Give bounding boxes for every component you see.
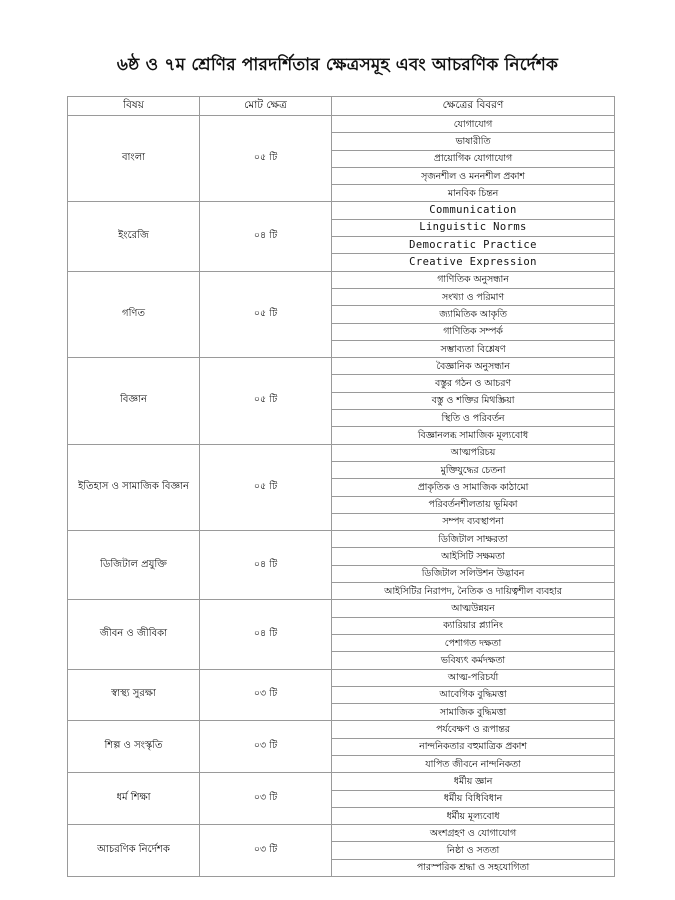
area-description: ভবিষ্যৎ কর্মদক্ষতা [332, 652, 615, 669]
area-description: আত্মউন্নয়ন [332, 600, 615, 617]
table-row [68, 600, 615, 617]
area-description: আত্মপরিচয় [332, 444, 615, 461]
area-description: বস্তুর গঠন ও আচরণ [332, 375, 615, 392]
area-description: যোগাযোগ [332, 116, 615, 133]
area-description: Communication [332, 202, 615, 219]
subject-area-count: ০৫ টি [200, 358, 332, 444]
area-description: আইসিটি সক্ষমতা [332, 548, 615, 565]
table-row [68, 531, 615, 548]
area-description: বিজ্ঞানলব্ধ সামাজিক মূল্যবোধ [332, 427, 615, 444]
area-description: আবেগিক বুদ্ধিমত্তা [332, 686, 615, 703]
area-description: সৃজনশীল ও মননশীল প্রকাশ [332, 167, 615, 184]
subject-area-count: ০৫ টি [200, 116, 332, 202]
subject-name: বিজ্ঞান [68, 358, 200, 444]
subject-area-count: ০৫ টি [200, 271, 332, 357]
table-row [68, 721, 615, 738]
area-description: গাণিতিক অনুসন্ধান [332, 271, 615, 288]
area-description: পেশাগত দক্ষতা [332, 634, 615, 651]
area-description: ডিজিটাল সলিউশন উদ্ভাবন [332, 565, 615, 582]
area-description: Creative Expression [332, 254, 615, 271]
table-row [68, 444, 615, 461]
table-row [68, 116, 615, 133]
subject-area-count: ০৪ টি [200, 600, 332, 669]
area-description: বৈজ্ঞানিক অনুসন্ধান [332, 358, 615, 375]
subject-area-count: ০৩ টি [200, 773, 332, 825]
competency-table [67, 96, 615, 877]
area-description: ধর্মীয় জ্ঞান [332, 773, 615, 790]
subject-area-count: ০৪ টি [200, 202, 332, 271]
area-description: নিষ্ঠা ও সততা [332, 842, 615, 859]
area-description: ভাষারীতি [332, 133, 615, 150]
subject-area-count: ০৫ টি [200, 444, 332, 530]
header-details: ক্ষেত্রের বিবরণ [332, 97, 615, 116]
subject-name: গণিত [68, 271, 200, 357]
area-description: পরিবর্তনশীলতায় ভূমিকা [332, 496, 615, 513]
area-description: প্রায়োগিক যোগাযোগ [332, 150, 615, 167]
area-description: পর্যবেক্ষণ ও রূপান্তর [332, 721, 615, 738]
area-description: প্রাকৃতিক ও সামাজিক কাঠামো [332, 479, 615, 496]
header-total: মোট ক্ষেত্র [200, 97, 332, 116]
area-description: Democratic Practice [332, 237, 615, 254]
table-row [68, 202, 615, 219]
subject-name: জীবন ও জীবিকা [68, 600, 200, 669]
area-description: নান্দনিকতার বহুমাত্রিক প্রকাশ [332, 738, 615, 755]
area-description: ধর্মীয় মূল্যবোধ [332, 807, 615, 824]
area-description: ক্যারিয়ার প্ল্যানিং [332, 617, 615, 634]
subject-name: আচরণিক নির্দেশক [68, 825, 200, 877]
area-description: ধর্মীয় বিধিবিধান [332, 790, 615, 807]
area-description: অংশগ্রহণ ও যোগাযোগ [332, 825, 615, 842]
subject-name: ধর্ম শিক্ষা [68, 773, 200, 825]
area-description: মানবিক চিন্তন [332, 185, 615, 202]
subject-area-count: ০৪ টি [200, 531, 332, 600]
table-row [68, 773, 615, 790]
area-description: আইসিটির নিরাপদ, নৈতিক ও দায়িত্বশীল ব্যবহার [332, 583, 615, 600]
subject-name: স্বাস্থ্য সুরক্ষা [68, 669, 200, 721]
area-description: স্থিতি ও পরিবর্তন [332, 410, 615, 427]
subject-name: ইংরেজি [68, 202, 200, 271]
area-description: Linguistic Norms [332, 219, 615, 236]
table-header-row [68, 97, 615, 116]
table-row [68, 669, 615, 686]
subject-area-count: ০৩ টি [200, 825, 332, 877]
header-subject: বিষয় [68, 97, 200, 116]
subject-name: ইতিহাস ও সামাজিক বিজ্ঞান [68, 444, 200, 530]
page-title: ৬ষ্ঠ ও ৭ম শ্রেণির পারদর্শিতার ক্ষেত্রসমূহ এবং আচরণিক নির্দেশক [116, 55, 559, 75]
area-description: সামাজিক বুদ্ধিমত্তা [332, 704, 615, 721]
subject-area-count: ০৩ টি [200, 721, 332, 773]
table-row [68, 358, 615, 375]
area-description: ডিজিটাল সাক্ষরতা [332, 531, 615, 548]
table-body [68, 116, 615, 877]
area-description: যাপিত জীবনে নান্দনিকতা [332, 755, 615, 772]
area-description: সম্ভাব্যতা বিশ্লেষণ [332, 340, 615, 357]
area-description: আত্ম-পরিচর্যা [332, 669, 615, 686]
area-description: গাণিতিক সম্পর্ক [332, 323, 615, 340]
subject-area-count: ০৩ টি [200, 669, 332, 721]
area-description: মুক্তিযুদ্ধের চেতনা [332, 461, 615, 478]
area-description: জ্যামিতিক আকৃতি [332, 306, 615, 323]
area-description: সংখ্যা ও পরিমাণ [332, 288, 615, 305]
subject-name: ডিজিটাল প্রযুক্তি [68, 531, 200, 600]
subject-name: বাংলা [68, 116, 200, 202]
area-description: পারস্পরিক শ্রদ্ধা ও সহযোগিতা [332, 859, 615, 876]
subject-name: শিল্প ও সংস্কৃতি [68, 721, 200, 773]
table-row [68, 271, 615, 288]
area-description: বস্তু ও শক্তির মিথস্ক্রিয়া [332, 392, 615, 409]
area-description: সম্পদ ব্যবস্থাপনা [332, 513, 615, 530]
table-row [68, 825, 615, 842]
